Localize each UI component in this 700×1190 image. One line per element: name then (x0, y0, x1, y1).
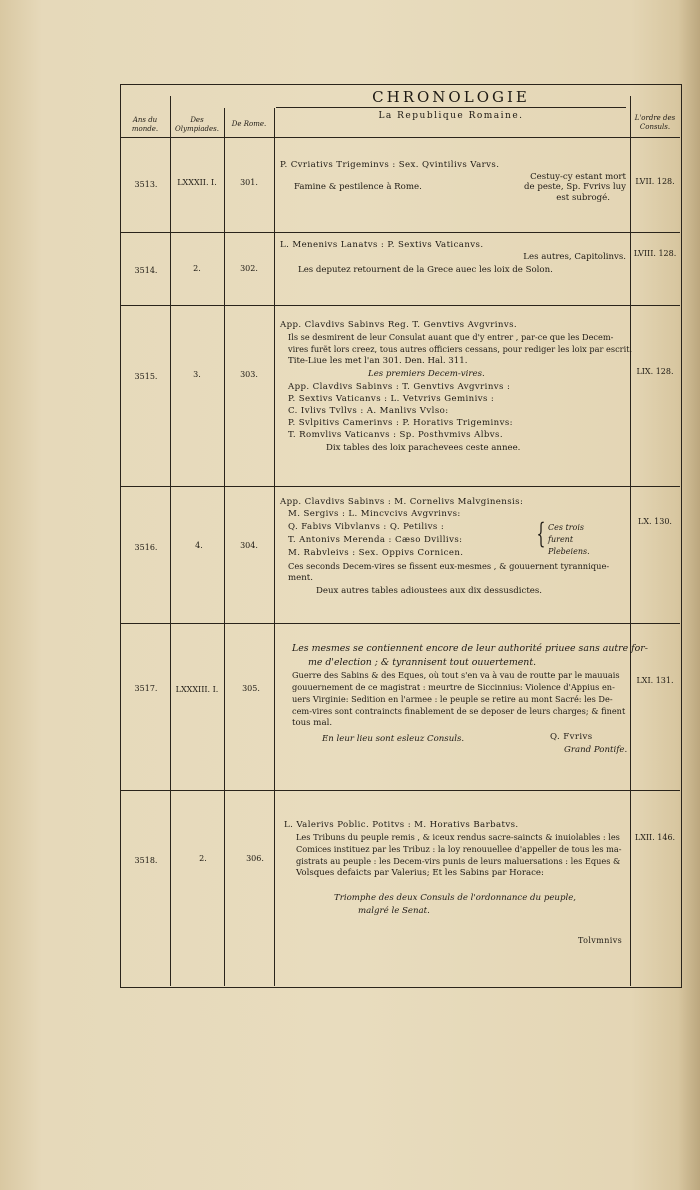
row2-line-2: Les autres, Capitolinvs. (523, 252, 626, 262)
row4-line-7: ment. (288, 573, 313, 583)
row4-year: 3516. (134, 543, 158, 552)
row2-rome: 302. (240, 264, 258, 273)
row6-olympiad: 2. (199, 854, 207, 863)
row1-line-4: de peste, Sp. Fvrivs luy (524, 182, 626, 192)
row5-line-2: me d'election ; & tyrannisent tout ouuertement. (308, 657, 537, 668)
row6-consul-order: LXII. 146. (634, 833, 676, 842)
header-consul-order: L'ordre des Consuls. (634, 114, 676, 131)
row5-line-10: Grand Pontife. (564, 745, 628, 755)
row-rule-4 (120, 623, 680, 624)
title-rule (276, 107, 626, 108)
row5-line-9: Q. Fvrivs (550, 732, 593, 742)
row1-olympiad: LXXXII. I. (177, 178, 217, 187)
row3-line-10: T. Romvlivs Vaticanvs : Sp. Posthvmivs Albvs. (288, 430, 503, 440)
row1-year: 3513. (134, 180, 158, 189)
row3-line-1: App. Clavdivs Sabinvs Reg. T. Genvtivs Avgvrinvs. (280, 320, 518, 330)
page-title: CHRONOLOGIE (372, 88, 530, 106)
row5-line-3: Guerre des Sabins & des Eques, où tout s'en va à vau de routte par le mauuais (292, 670, 620, 680)
header-bottom-rule (120, 137, 680, 138)
row5-consul-order: LXI. 131. (636, 676, 674, 685)
row4-rome: 304. (240, 541, 258, 550)
row3-line-7: P. Sextivs Vaticanvs : L. Vetvrivs Geminivs : (288, 394, 495, 404)
column-rule-1 (170, 96, 171, 986)
row5-line-5: uers Virginie: Sedition en l'armee : le peuple se retire au mont Sacré: les De- (292, 694, 613, 704)
row5-rome: 305. (242, 684, 260, 693)
row3-rome: 303. (240, 370, 258, 379)
row-rule-3 (120, 486, 680, 487)
row1-line-2: Cestuy-cy estant mort (530, 172, 626, 182)
row3-olympiad: 3. (193, 370, 201, 379)
row2-year: 3514. (134, 266, 158, 275)
row5-line-8: En leur lieu sont esleuz Consuls. (322, 734, 465, 744)
header-years-of-world: Ans du monde. (131, 116, 159, 133)
row3-line-5: Les premiers Decem-vires. (368, 369, 485, 379)
row4-line-3: Q. Fabivs Vibvlanvs : Q. Petilivs : (288, 522, 445, 532)
row-rule-1 (120, 232, 680, 233)
header-of-rome: De Rome. (231, 120, 267, 128)
row1-consul-order: LVII. 128. (635, 177, 675, 186)
row1-rome: 301. (240, 178, 258, 187)
row5-year: 3517. (134, 684, 158, 693)
row6-line-8: Tolvmnivs (578, 936, 623, 945)
row4-line-4: T. Antonivs Merenda : Cæso Dvillivs: (288, 535, 463, 545)
row1-line-5: est subrogé. (556, 193, 610, 203)
row-rule-5 (120, 790, 680, 791)
row4-bracket-1: Ces trois (548, 523, 585, 532)
row4-line-8: Deux autres tables adioustees aux dix dessusdictes. (316, 586, 543, 596)
row5-line-1: Les mesmes se contiennent encore de leur authorité priuee sans autre for- (292, 643, 648, 654)
row6-line-3: Comices instituez par les Tribuz : la loy renouuellee d'appeller de tous les ma- (296, 844, 622, 854)
row4-bracket-2: furent (548, 535, 574, 544)
row3-line-4: Tite-Liue les met l'an 301. Den. Hal. 311. (288, 356, 468, 366)
brace-icon: { (536, 517, 546, 550)
row5-line-6: cem-vires sont contraincts finablement de se deposer de leurs charges; & finent (292, 706, 626, 716)
row5-line-7: tous mal. (292, 718, 333, 728)
row2-line-1: L. Menenivs Lanatvs : P. Sextivs Vaticanvs. (280, 240, 484, 250)
row6-line-1: L. Valerivs Poblic. Potitvs : M. Horativs Barbatvs. (284, 820, 519, 830)
column-rule-4 (630, 96, 631, 986)
header-olympiads: Des Olympiades. (175, 116, 219, 133)
row6-year: 3518. (134, 856, 158, 865)
row3-line-2: Ils se desmirent de leur Consulat auant que d'y entrer , par-ce que les Decem- (288, 332, 614, 342)
row4-consul-order: LX. 130. (638, 517, 672, 526)
row2-consul-order: LVIII. 128. (633, 249, 677, 258)
row4-line-6: Ces seconds Decem-vires se fissent eux-mesmes , & gouuernent tyrannique- (288, 561, 610, 571)
row3-line-8: C. Ivlivs Tvllvs : A. Manlivs Vvlso: (288, 406, 449, 416)
row3-consul-order: LIX. 128. (636, 367, 674, 376)
row6-line-6: Triomphe des deux Consuls de l'ordonnance du peuple, (334, 893, 577, 903)
row5-olympiad: LXXXIII. I. (175, 685, 219, 694)
row2-line-3: Les deputez retournent de la Grece auec les loix de Solon. (298, 265, 553, 275)
row6-rome: 306. (246, 854, 264, 863)
page-subtitle: La Republique Romaine. (378, 111, 524, 121)
row4-bracket-3: Plebeiens. (548, 547, 590, 556)
row1-line-1: P. Cvriativs Trigeminvs : Sex. Qvintilivs Varvs. (280, 160, 500, 170)
row4-line-5: M. Rabvleivs : Sex. Oppivs Cornicen. (288, 548, 464, 558)
row3-line-3: vires furẽt lors creez, tous autres officiers cessans, pour rediger les loix par escrit. (288, 344, 633, 354)
row6-line-2: Les Tribuns du peuple remis , & iceux rendus sacre-saincts & inuiolables : les (296, 832, 620, 842)
row6-line-7: malgré le Senat. (358, 906, 430, 916)
row3-line-6: App. Clavdivs Sabinvs : T. Genvtivs Avgvrinvs : (288, 382, 511, 392)
row4-line-1: App. Clavdivs Sabinvs : M. Cornelivs Malvginensis: (280, 497, 524, 507)
row1-line-3: Famine & pestilence à Rome. (294, 182, 422, 192)
row6-line-5: Volsques defaicts par Valerius; Et les Sabins par Horace: (296, 868, 544, 878)
row3-year: 3515. (134, 372, 158, 381)
row-rule-2 (120, 305, 680, 306)
row3-line-11: Dix tables des loix parachevees ceste annee. (326, 443, 521, 453)
row4-olympiad: 4. (195, 541, 203, 550)
row2-olympiad: 2. (193, 264, 201, 273)
row3-line-9: P. Svlpitivs Camerinvs : P. Horativs Trigeminvs: (288, 418, 513, 428)
row4-line-2: M. Sergivs : L. Mincvcivs Avgvrinvs: (288, 509, 461, 519)
row5-line-4: gouuernement de ce magistrat : meurtre de Siccinnius: Violence d'Appius en- (292, 682, 615, 692)
row6-line-4: gistrats au peuple : les Decem-virs punis de leurs maluersations : les Eques & (296, 856, 621, 866)
